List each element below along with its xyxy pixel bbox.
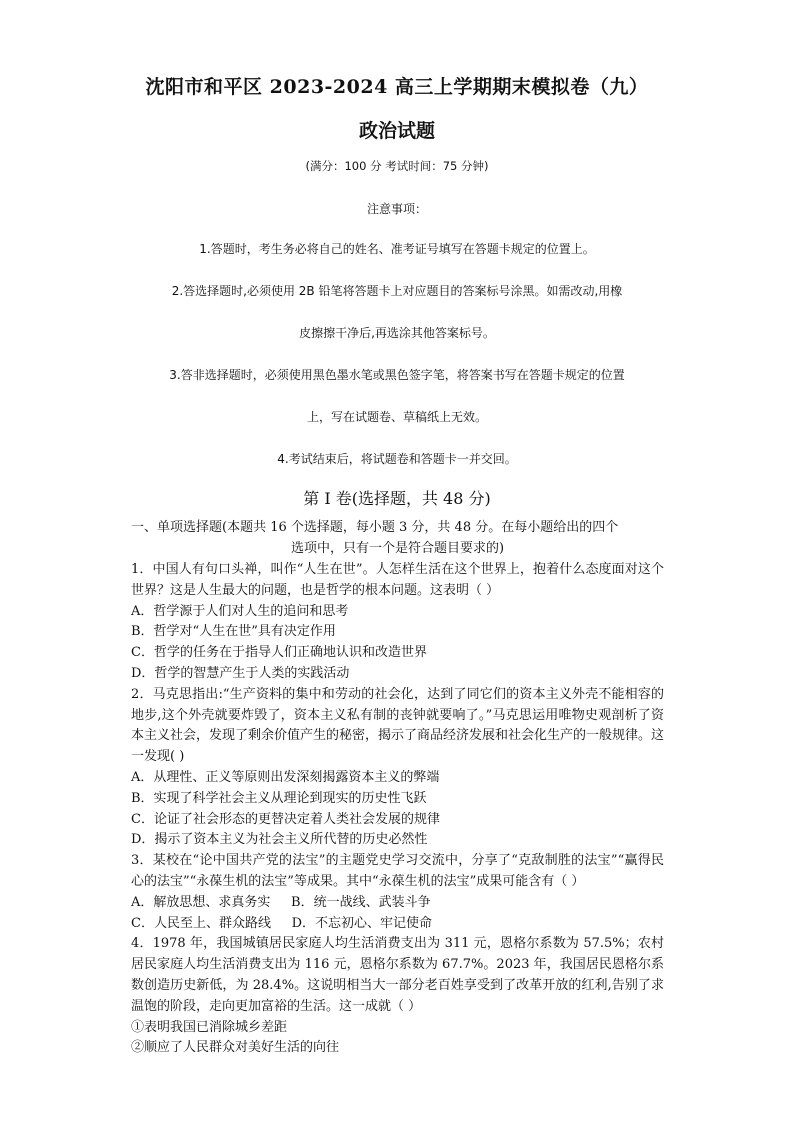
question-2-option-c: C．论证了社会形态的更替决定着人类社会发展的规律 <box>131 811 440 827</box>
question-1-option-d: D．哲学的智慧产生于人类的实践活动 <box>131 665 350 681</box>
question-4-option-2: ②顺应了人民群众对美好生活的向往 <box>131 1040 340 1056</box>
notice-heading: 注意事项： <box>366 202 427 216</box>
question-2-option-d: D．揭示了资本主义为社会主义所代替的历史必然性 <box>131 832 428 848</box>
question-3-options-ab: A．解放思想、求真务实 B．统一战线、武装斗争 <box>131 894 431 910</box>
section-intro-line-1: 一、单项选择题(本题共 16 个选择题，每小题 3 分，共 48 分。在每小题给出的四个 <box>131 520 619 535</box>
question-2-option-a: A．从理性、正义等原则出发深刻揭露资本主义的弊端 <box>131 769 440 785</box>
question-1-option-c: C．哲学的任务在于指导人们正确地认识和改造世界 <box>131 645 427 661</box>
question-2-stem: 2．马克思指出:“生产资料的集中和劳动的社会化，达到了同它们的资本主义外壳不能相容的地步,这个外壳就要炸毁了，资本主义私有制的丧钟就要响了。”马克思运用唯物史观剖析了资本主义社会，发现了剩余价值产生的秘密，揭示了商品经济发展和社会化生产的一般规律。这一发现( ) <box>131 686 665 765</box>
question-1-option-a: A．哲学源于人们对人生的追问和思考 <box>131 603 349 619</box>
question-4-stem: 4．1978 年，我国城镇居民家庭人均生活消费支出为 311 元，恩格尔系数为 57.5%；农村居民家庭人均生活消费支出为 116 元，恩格尔系数为 67.7%。2023 年，我国居民恩格尔系数创造历史新低，为 28.4%。这说明相当大一部分老百姓享受到了改革开放的红利,告别了求温饱的阶段，走向更加富裕的生活。这一成就（ ） <box>131 936 664 1014</box>
notice-item-3-line-1: 3.答非选择题时，必须使用黑色墨水笔或黑色签字笔，将答案书写在答题卡规定的位置 <box>169 368 625 382</box>
question-1-stem: 1．中国人有句口头禅，叫作“人生在世”。人怎样生活在这个世界上，抱着什么态度面对这个世界？这是人生最大的问题，也是哲学的根本问题。这表明（ ） <box>131 562 664 598</box>
notice-item-2-line-2: 皮擦擦干净后,再选涂其他答案标号。 <box>299 326 495 340</box>
notice-item-4: 4.考试结束后，将试题卷和答题卡一并交回。 <box>277 452 517 466</box>
question-1-option-b: B．哲学对“人生在世”具有决定作用 <box>131 624 336 640</box>
notice-item-2-line-1: 2.答选择题时,必须使用 2B 铅笔将答题卡上对应题目的答案标号涂黑。如需改动,用橡 <box>171 284 623 298</box>
question-2-option-b: B．实现了科学社会主义从理论到现实的历史性飞跃 <box>131 790 427 806</box>
section-title: 第 Ⅰ 卷(选择题，共 48 分) <box>303 489 491 508</box>
question-list <box>131 560 664 1059</box>
question-3-stem: 3．某校在“论中国共产党的法宝”的主题党史学习交流中，分享了“克敌制胜的法宝”“赢得民心的法宝”“永葆生机的法宝”等成果。其中“永葆生机的法宝”成果可能含有（ ） <box>131 853 664 889</box>
question-4-option-1: ①表明我国已消除城乡差距 <box>131 1019 288 1035</box>
section-intro-line-2: 选项中，只有一个是符合题目要求的) <box>290 540 505 556</box>
notice-item-3-line-2: 上，写在试题卷、草稿纸上无效。 <box>306 410 487 424</box>
notice-item-1: 1.答题时，考生务必将自己的姓名、准考证号填写在答题卡规定的位置上。 <box>199 242 595 256</box>
section-intro <box>131 518 664 560</box>
exam-subtitle: 政治试题 <box>358 120 435 142</box>
exam-title: 沈阳市和平区 2023-2024 高三上学期期末模拟卷（九） <box>145 76 649 98</box>
question-3-options-cd: C．人民至上、群众路线 D．不忘初心、牢记使命 <box>131 915 433 931</box>
exam-info: (满分：100 分 考试时间：75 分钟) <box>305 159 489 173</box>
